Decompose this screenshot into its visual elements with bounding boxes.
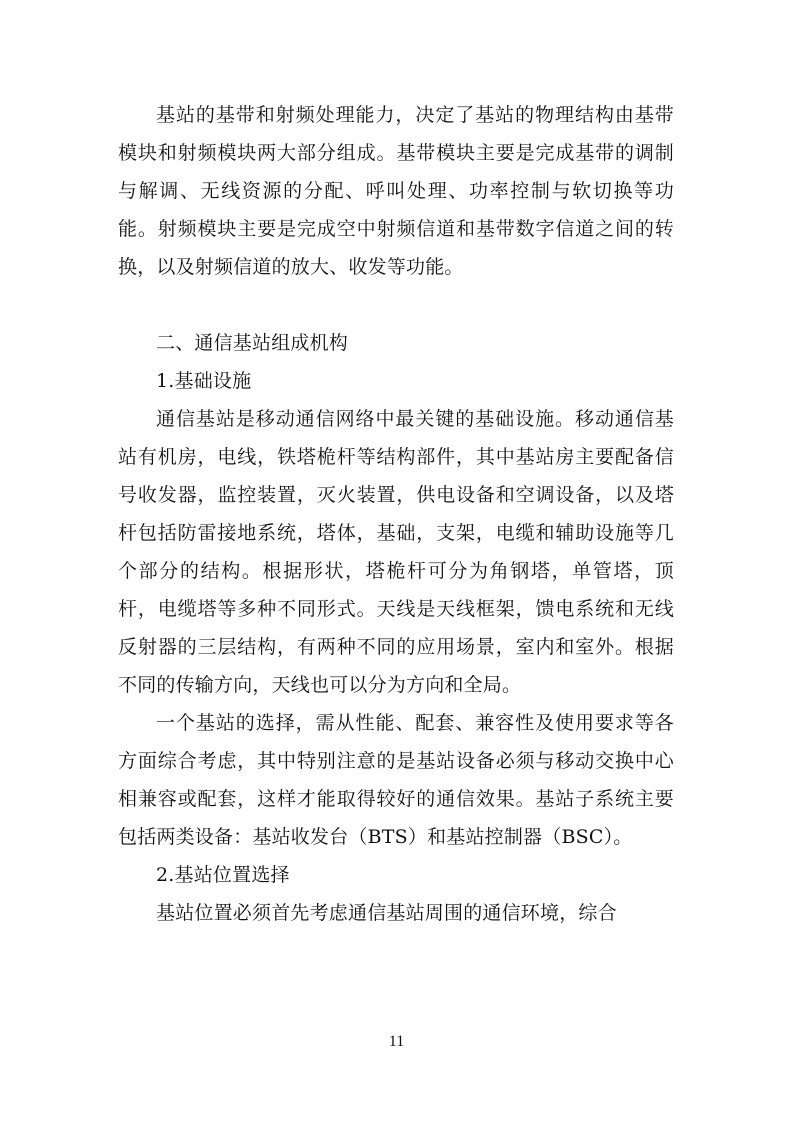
subheading-infrastructure: 1.基础设施 <box>156 370 252 392</box>
paragraph-baseband-rf: 基站的基带和射频处理能力，决定了基站的物理结构由基带模块和射频模块两大部分组成。基带模块主要是完成基带的调制与解调、无线资源的分配、呼叫处理、功率控制与软切换等功能。射频模块主要是完成空中射频信道和基带数字信道之间的转换，以及射频信道的放大、收发等功能。 <box>118 104 674 278</box>
paragraph-spacer <box>118 286 674 324</box>
section-title: 二、通信基站组成机构 <box>156 332 349 354</box>
page-number: 11 <box>388 1033 405 1050</box>
subheading-location-selection: 2.基站位置选择 <box>156 864 290 886</box>
paragraph-infrastructure: 通信基站是移动通信网络中最关键的基础设施。移动通信基站有机房，电线，铁塔桅杆等结构部件，其中基站房主要配备信号收发器，监控装置，灭火装置，供电设备和空调设备，以及塔杆包括防雷接地系统，塔体，基础，支架，电缆和辅助设施等几个部分的结构。根据形状，塔桅杆可分为角钢塔，单管塔，顶杆，电缆塔等多种不同形式。天线是天线框架，馈电系统和无线反射器的三层结构，有两种不同的应用场景，室内和室外。根据不同的传输方向，天线也可以分为方向和全局。 <box>118 408 674 696</box>
paragraph-base-station-selection: 一个基站的选择，需从性能、配套、兼容性及使用要求等各方面综合考虑，其中特别注意的是基站设备必须与移动交换中心相兼容或配套，这样才能取得较好的通信效果。基站子系统主要包括两类设备：基站收发台（BTS）和基站控制器（BSC）。 <box>118 712 674 848</box>
paragraph-location-selection: 基站位置必须首先考虑通信基站周围的通信环境，综合 <box>156 902 617 924</box>
document-body <box>118 96 674 932</box>
